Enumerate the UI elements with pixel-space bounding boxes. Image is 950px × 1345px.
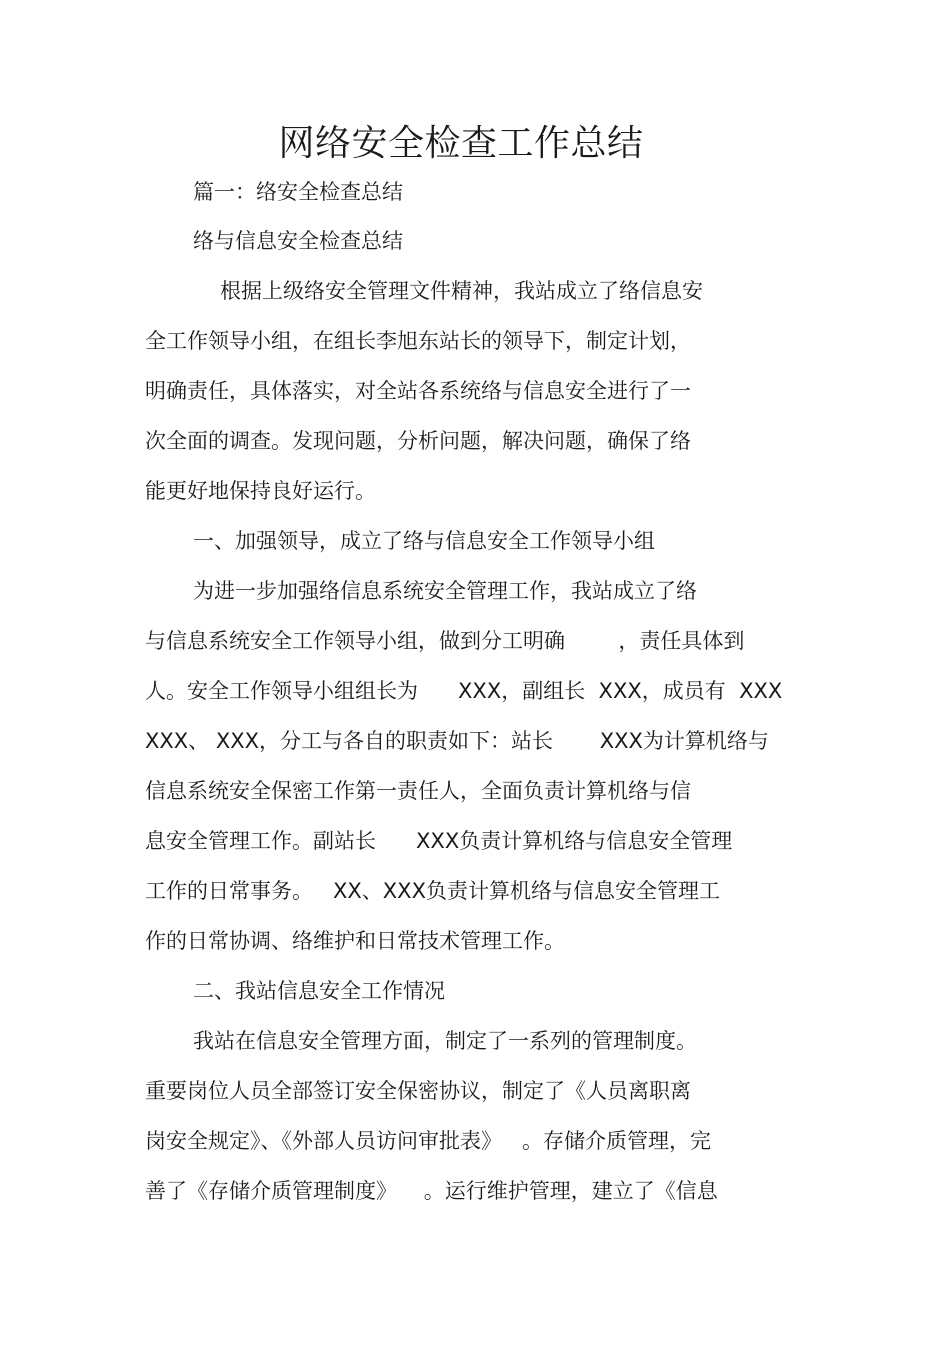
paragraph-line: 工作的日常事务。 XX、XXX负责计算机络与信息安全管理工 [145,879,720,903]
paragraph-line: 能更好地保持良好运行。 [145,479,376,503]
paragraph-line: 我站在信息安全管理方面，制定了一系列的管理制度。 [193,1029,697,1053]
paragraph-line: 明确责任，具体落实，对全站各系统络与信息安全进行了一 [145,379,691,403]
paragraph-line: 人。安全工作领导小组组长为 XXX，副组长 XXX，成员有 XXX [145,679,783,703]
paragraph-line: 为进一步加强络信息系统安全管理工作，我站成立了络 [193,579,697,603]
document-title: 网络安全检查工作总结 [278,123,644,164]
paragraph-line: 信息系统安全保密工作第一责任人，全面负责计算机络与信 [145,779,691,803]
paragraph-line: 作的日常协调、络维护和日常技术管理工作。 [145,929,565,953]
paragraph-line: 重要岗位人员全部签订安全保密协议，制定了《人员离职离 [145,1079,691,1103]
paragraph-line: 与信息系统安全工作领导小组，做到分工明确 ，责任具体到 [145,629,745,653]
section-heading: 篇一：络安全检查总结 [193,180,403,204]
paragraph-line: 次全面的调查。发现问题，分析问题，解决问题，确保了络 [145,429,691,453]
paragraph-line: 息安全管理工作。副站长 XXX负责计算机络与信息安全管理 [145,829,733,853]
paragraph-line: 善了《存储介质管理制度》 。运行维护管理，建立了《信息 [145,1179,718,1203]
section-heading: 一、加强领导，成立了络与信息安全工作领导小组 [193,529,655,553]
paragraph-line: XXX、 XXX，分工与各自的职责如下：站长 XXX为计算机络与 [145,729,769,753]
paragraph-line: 全工作领导小组，在组长李旭东站长的领导下，制定计划， [145,329,691,353]
section-heading: 二、我站信息安全工作情况 [193,979,445,1003]
paragraph-line: 岗安全规定》、《外部人员访问审批表》 。存储介质管理，完 [145,1129,712,1153]
subtitle: 络与信息安全检查总结 [193,229,403,253]
paragraph-line: 根据上级络安全管理文件精神，我站成立了络信息安 [220,279,703,303]
